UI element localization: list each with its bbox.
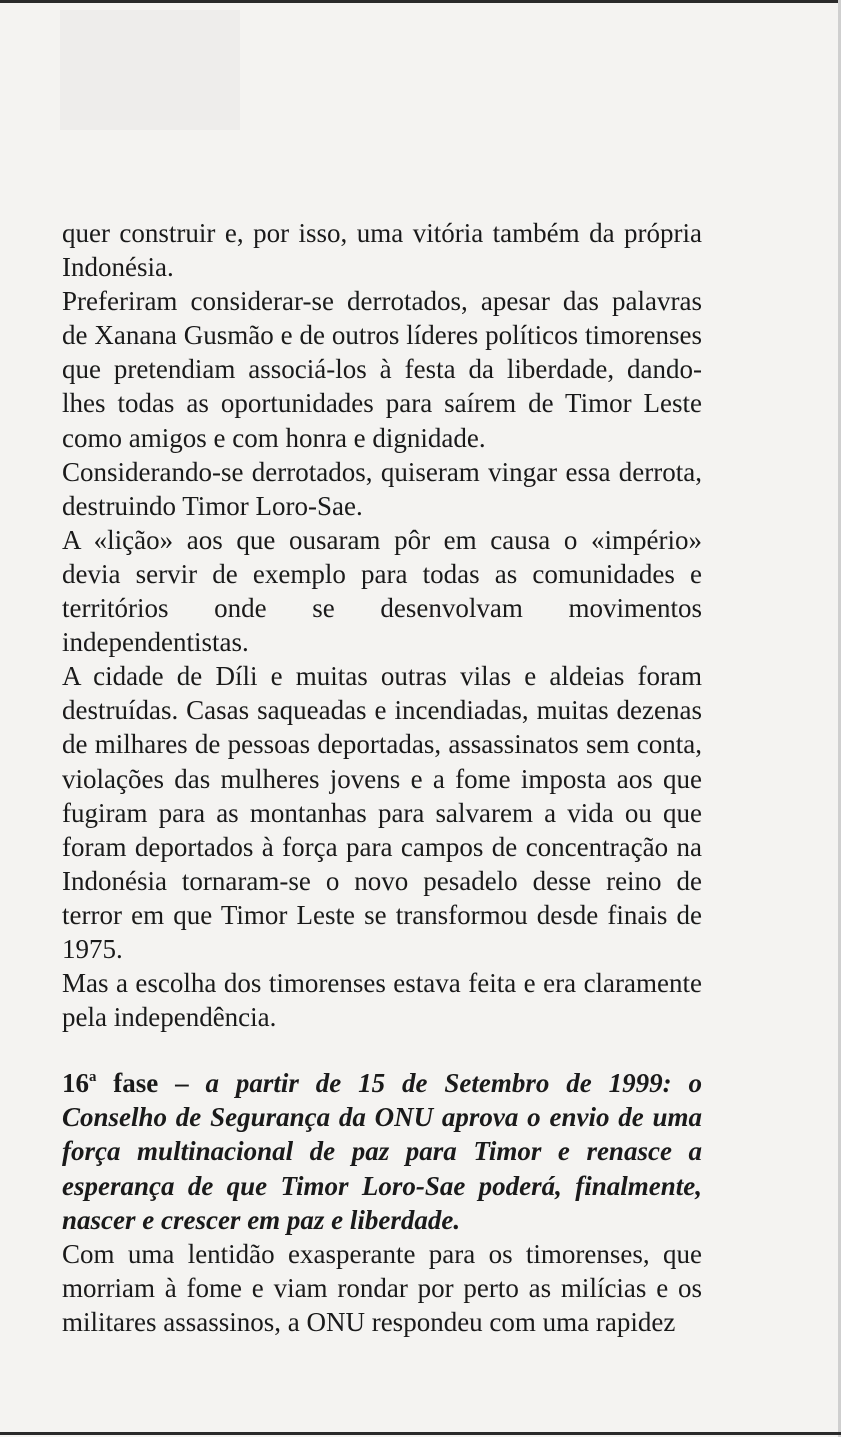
- bottom-scan-edge: [0, 1432, 841, 1435]
- paragraph-vingar: Considerando-se derrotados, quiseram vingar essa derrota, destruindo Timor Loro-Sae.: [62, 456, 702, 521]
- paragraph-lentidao: Com uma lentidão exasperante para os timorenses, que morriam à fome e viam rondar por perto as milícias e os militares assassinos, a ONU respondeu com uma rapidez: [62, 1238, 702, 1337]
- paragraph-escolha: Mas a escolha dos timorenses estava feita e era claramente pela independência.: [62, 968, 702, 1033]
- top-scan-edge: [0, 0, 841, 3]
- phase-label: [62, 1068, 158, 1098]
- page-body: [62, 216, 702, 1339]
- paragraph-derrotados: Preferiram considerar-se derrotados, apesar das palavras de Xanana Gusmão e de outros líderes políticos timorenses que pretendiam associá-los à festa da liberdade, dando-lhes todas as oportunidades para saírem de Timor Leste como amigos e com honra e dignidade.: [62, 286, 702, 453]
- section-heading: [62, 1066, 702, 1236]
- bleed-through-shadow: [60, 10, 240, 130]
- phase-word: fase: [113, 1068, 159, 1099]
- paragraph-licao: A «lição» aos que ousaram pôr em causa o «império» devia servir de exemplo para todas as comunidades e territórios onde se desenvolvam movimentos independentistas.: [62, 524, 702, 658]
- heading-dash: –: [175, 1068, 189, 1099]
- section-spacer: [62, 1034, 702, 1066]
- section-title: a partir de 15 de Setembro de 1999: o Conselho de Segurança da ONU aprova o envio de uma força multinacional de paz para Timor e renasce a esperança de que Timor Loro-Sae poderá, finalmente, nascer e crescer em paz e liberdade.: [62, 1068, 702, 1235]
- phase-number: 16: [62, 1068, 89, 1099]
- paragraph-dili: A cidade de Díli e muitas outras vilas e aldeias foram destruídas. Casas saqueadas e incendiadas, muitas dezenas de milhares de pessoas deportadas, assassinatos sem conta, violações das mulheres jovens e a fome imposta aos que fugiram para as montanhas para salvarem a vida ou que foram deportados à força para campos de concentração na Indonésia tornaram-se o novo pesadelo desse reino de terror em que Timor Leste se transformou desde finais de 1975.: [62, 661, 702, 964]
- phase-ordinal: a: [89, 1069, 97, 1086]
- paragraph-continuation: quer construir e, por isso, uma vitória também da própria Indonésia.: [62, 218, 702, 283]
